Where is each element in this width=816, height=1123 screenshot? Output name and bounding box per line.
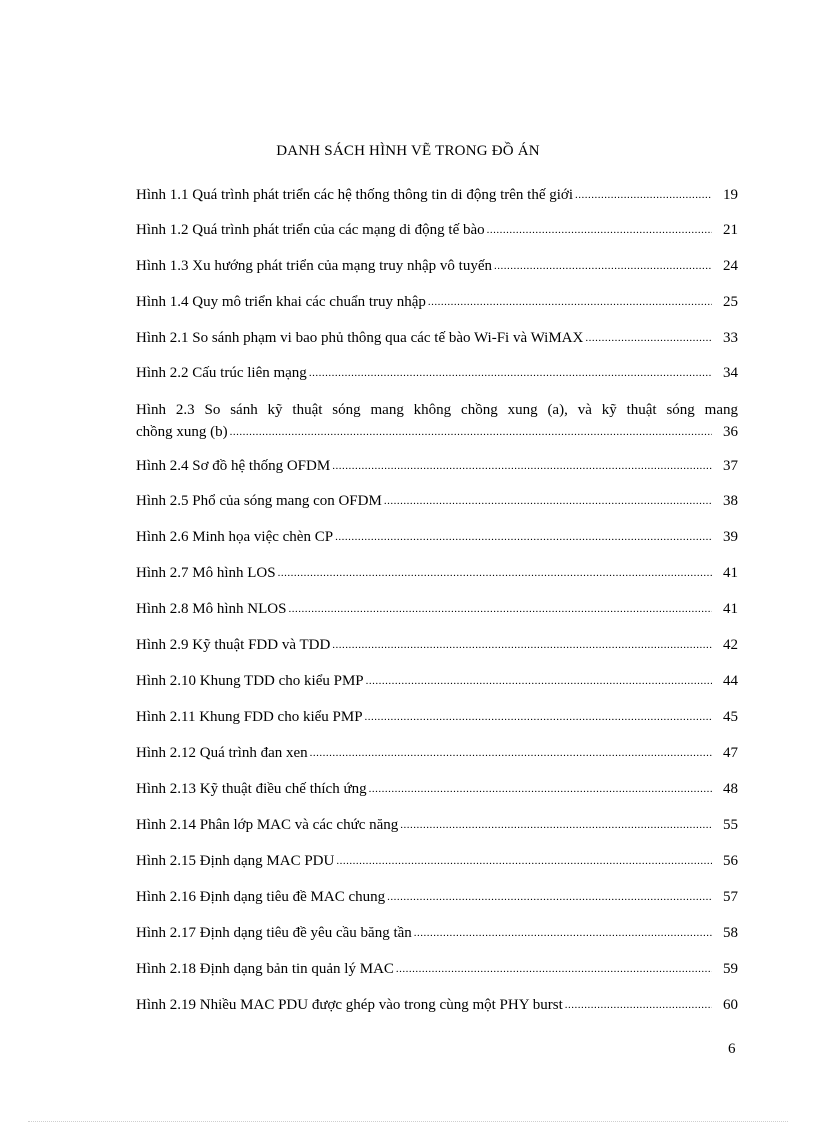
figure-entry-page: 39 xyxy=(723,529,738,545)
figure-entry[interactable] xyxy=(136,670,738,692)
figure-entry-label: Hình 2.16 Định dạng tiêu đề MAC chung xyxy=(136,889,386,905)
figure-entry-label: Hình 1.3 Xu hướng phát triển của mạng truy nhập vô tuyến xyxy=(136,258,492,274)
figure-entry-label: Hình 2.7 Mô hình LOS xyxy=(136,565,276,581)
dot-leader xyxy=(384,490,712,512)
figure-entry-page: 34 xyxy=(723,365,738,381)
figure-entry-label: Hình 1.1 Quá trình phát triển các hệ thống thông tin di động trên thế giới xyxy=(136,187,574,203)
page-number: 6 xyxy=(728,1041,736,1057)
dot-leader xyxy=(396,958,712,980)
dot-leader xyxy=(309,362,712,384)
dot-leader xyxy=(428,291,712,313)
figure-entry-page: 36 xyxy=(723,424,738,440)
figure-entry-label: Hình 2.11 Khung FDD cho kiểu PMP xyxy=(136,709,363,725)
figure-entry-label: Hình 2.3 So sánh kỹ thuật sóng mang không chồng xung (a), và kỹ thuật sóng mang xyxy=(136,402,738,418)
figure-entry-page: 33 xyxy=(723,330,738,346)
figure-entry[interactable] xyxy=(136,958,738,980)
figure-entry-label: Hình 2.19 Nhiều MAC PDU được ghép vào trong cùng một PHY burst xyxy=(136,997,563,1013)
dot-leader xyxy=(278,562,712,584)
figure-entry[interactable] xyxy=(136,562,738,584)
figure-entry-label: Hình 2.1 So sánh phạm vi bao phủ thông qua các tế bào Wi-Fi và WiMAX xyxy=(136,330,584,346)
figure-entry-label: Hình 1.2 Quá trình phát triển của các mạng di động tế bào xyxy=(136,222,485,238)
figure-entry-page: 48 xyxy=(723,781,738,797)
figure-entry[interactable] xyxy=(136,327,738,349)
figure-entry-page: 24 xyxy=(723,258,738,274)
figure-entry[interactable] xyxy=(136,490,738,512)
figure-entry[interactable] xyxy=(136,922,738,944)
dot-leader xyxy=(585,327,712,349)
figure-entry-label: Hình 2.9 Kỹ thuật FDD và TDD xyxy=(136,637,331,653)
figure-entry-label: Hình 2.2 Cấu trúc liên mạng xyxy=(136,365,307,381)
figure-entry[interactable] xyxy=(136,634,738,656)
page-title: DANH SÁCH HÌNH VẼ TRONG ĐỒ ÁN xyxy=(276,143,540,159)
figure-entry-page: 42 xyxy=(723,637,738,653)
figure-entry-page: 44 xyxy=(723,673,738,689)
figure-entry-label: Hình 2.5 Phổ của sóng mang con OFDM xyxy=(136,493,382,509)
dot-leader xyxy=(288,598,712,620)
figure-entry-page: 55 xyxy=(723,817,738,833)
figure-entry-page: 19 xyxy=(723,187,738,203)
figure-entry[interactable] xyxy=(136,778,738,800)
figure-entry-page: 58 xyxy=(723,925,738,941)
dot-leader xyxy=(365,706,712,728)
figure-entry-page: 59 xyxy=(723,961,738,977)
figure-entry[interactable] xyxy=(136,219,738,241)
dot-leader xyxy=(565,994,712,1016)
figure-entry-label: Hình 2.6 Minh họa việc chèn CP xyxy=(136,529,334,545)
dot-leader xyxy=(494,255,712,277)
figure-entry[interactable] xyxy=(136,184,738,206)
dot-leader xyxy=(336,850,712,872)
figure-entry-page: 57 xyxy=(723,889,738,905)
figure-entry-label: Hình 2.17 Định dạng tiêu đề yêu cầu băng tần xyxy=(136,925,412,941)
dot-leader xyxy=(387,886,712,908)
figure-entry-page: 41 xyxy=(723,565,738,581)
dot-leader xyxy=(369,778,712,800)
figure-entry[interactable] xyxy=(136,362,738,384)
footer-divider xyxy=(28,1121,788,1122)
figure-entry[interactable] xyxy=(136,526,738,548)
dot-leader xyxy=(366,670,712,692)
figure-entry-page: 45 xyxy=(723,709,738,725)
figure-entry-label: Hình 2.8 Mô hình NLOS xyxy=(136,601,287,617)
dot-leader xyxy=(414,922,712,944)
figure-entry[interactable] xyxy=(136,742,738,764)
figure-entry[interactable] xyxy=(136,598,738,620)
figure-entry-label: Hình 2.18 Định dạng bản tin quản lý MAC xyxy=(136,961,394,977)
dot-leader xyxy=(400,814,712,836)
figure-entry-label: Hình 2.10 Khung TDD cho kiểu PMP xyxy=(136,673,364,689)
figure-entry-page: 38 xyxy=(723,493,738,509)
figure-entry[interactable] xyxy=(136,291,738,313)
figure-entry-label: Hình 2.15 Định dạng MAC PDU xyxy=(136,853,335,869)
dot-leader xyxy=(332,455,712,477)
figure-entry-page: 41 xyxy=(723,601,738,617)
dot-leader xyxy=(310,742,712,764)
dot-leader xyxy=(332,634,712,656)
figure-entry[interactable] xyxy=(136,455,738,477)
figure-entry-label-continued: chồng xung (b) xyxy=(136,424,228,440)
dot-leader xyxy=(335,526,712,548)
figure-entry-page: 60 xyxy=(723,997,738,1013)
figure-entry-page: 37 xyxy=(723,458,738,474)
figure-entry[interactable] xyxy=(136,706,738,728)
figure-entry[interactable] xyxy=(136,850,738,872)
figure-entry-page: 21 xyxy=(723,222,738,238)
dot-leader xyxy=(575,184,712,206)
figure-entry-label: Hình 1.4 Quy mô triển khai các chuẩn truy nhập xyxy=(136,294,426,310)
figure-entry-page: 25 xyxy=(723,294,738,310)
figure-entry[interactable] xyxy=(136,399,738,443)
figure-entry-label: Hình 2.14 Phân lớp MAC và các chức năng xyxy=(136,817,399,833)
figure-entry[interactable] xyxy=(136,994,738,1016)
figure-entry-page: 56 xyxy=(723,853,738,869)
figure-entry-label: Hình 2.13 Kỹ thuật điều chế thích ứng xyxy=(136,781,367,797)
dot-leader xyxy=(487,219,712,241)
figure-entry-page: 47 xyxy=(723,745,738,761)
figure-entry-label: Hình 2.12 Quá trình đan xen xyxy=(136,745,308,761)
figure-entry[interactable] xyxy=(136,814,738,836)
dot-leader xyxy=(230,421,712,443)
figure-entry[interactable] xyxy=(136,886,738,908)
figure-entry[interactable] xyxy=(136,255,738,277)
figure-entry-label: Hình 2.4 Sơ đồ hệ thống OFDM xyxy=(136,458,331,474)
